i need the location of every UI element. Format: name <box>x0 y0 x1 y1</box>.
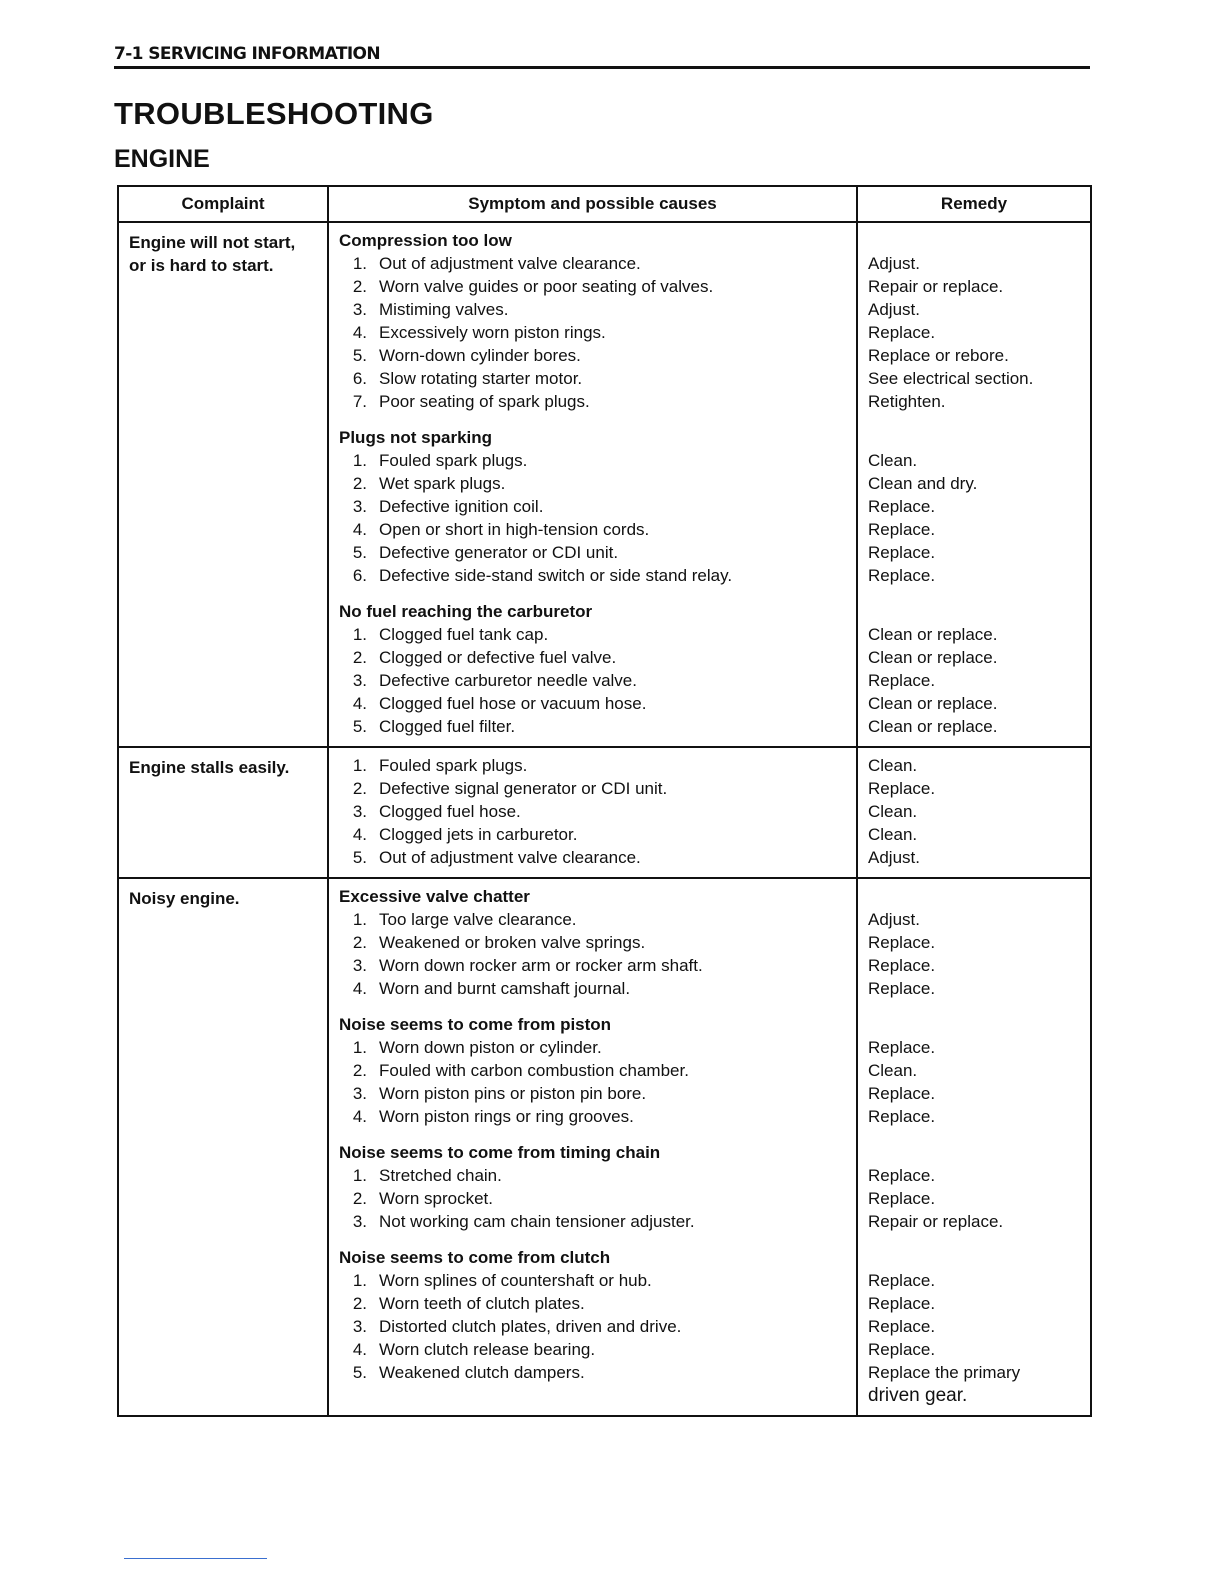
cause-item-text: Defective side-stand switch or side stand relay. <box>379 566 733 585</box>
cause-item-number: 4. <box>352 825 367 844</box>
cause-item-text: Out of adjustment valve clearance. <box>379 848 641 867</box>
cause-item-text: Clogged or defective fuel valve. <box>379 648 617 667</box>
cause-item-number: 4. <box>352 1340 367 1359</box>
cause-item-text: Weakened clutch dampers. <box>379 1363 585 1382</box>
remedy-group <box>868 1141 1090 1233</box>
remedy-item: Clean. <box>868 756 918 775</box>
cause-item-number: 1. <box>352 910 367 929</box>
header-rule <box>114 66 1090 69</box>
remedy-item: Clean and dry. <box>868 474 978 493</box>
cause-item-text: Wet spark plugs. <box>379 474 506 493</box>
cause-item-text: Worn piston rings or ring grooves. <box>379 1107 634 1126</box>
remedy-item: Clean. <box>868 802 918 821</box>
cause-group-heading: Noise seems to come from clutch <box>339 1248 611 1267</box>
remedy-item: Replace. <box>868 543 936 562</box>
cause-item-text: Clogged fuel hose or vacuum hose. <box>379 694 647 713</box>
cause-item <box>339 1361 856 1384</box>
cause-item <box>339 298 856 321</box>
remedy-item: Replace. <box>868 1317 936 1336</box>
cause-item-number: 1. <box>352 1271 367 1290</box>
cause-item-number: 2. <box>352 1189 367 1208</box>
section-header: 7-1 SERVICING INFORMATION <box>114 44 381 64</box>
remedy-cell <box>857 878 1091 1416</box>
remedy-item: Replace. <box>868 671 936 690</box>
remedy-item: Replace. <box>868 1107 936 1126</box>
page-title: TROUBLESHOOTING <box>114 96 434 131</box>
remedy-item: Clean. <box>868 825 918 844</box>
complaint-text: Engine will not start, <box>129 233 296 252</box>
remedy-item: See electrical section. <box>868 369 1034 388</box>
remedy-item: Adjust. <box>868 910 920 929</box>
footer-rule <box>124 1558 267 1559</box>
cause-item-number: 1. <box>352 254 367 273</box>
cause-item <box>339 1315 856 1338</box>
remedy-spacer <box>868 885 1090 908</box>
remedy-spacer <box>868 229 1090 252</box>
column-header-complaint: Complaint <box>118 186 328 222</box>
cause-item <box>339 977 856 1000</box>
cause-group <box>339 229 856 413</box>
column-header-remedy: Remedy <box>857 186 1091 222</box>
remedy-spacer <box>868 1013 1090 1036</box>
cause-item <box>339 954 856 977</box>
cause-item <box>339 1082 856 1105</box>
remedy-item: Replace. <box>868 956 936 975</box>
cause-group-heading: Noise seems to come from timing chain <box>339 1143 661 1162</box>
cause-item-number: 2. <box>352 277 367 296</box>
cause-item-number: 3. <box>352 1084 367 1103</box>
cause-item-text: Defective signal generator or CDI unit. <box>379 779 668 798</box>
remedy-item: Adjust. <box>868 300 920 319</box>
remedy-group <box>868 1013 1090 1128</box>
cause-item-number: 3. <box>352 671 367 690</box>
cause-group <box>339 600 856 738</box>
cause-group-heading: Noise seems to come from piston <box>339 1015 612 1034</box>
remedy-group <box>868 1246 1090 1407</box>
complaint-cell <box>118 222 328 747</box>
remedy-item: Replace. <box>868 979 936 998</box>
remedy-group <box>868 754 1090 869</box>
cause-item-number: 4. <box>352 979 367 998</box>
remedy-item: Replace. <box>868 1038 936 1057</box>
cause-item <box>339 344 856 367</box>
cause-item <box>339 1164 856 1187</box>
cause-item-number: 1. <box>352 451 367 470</box>
cause-item-number: 2. <box>352 933 367 952</box>
cause-item-number: 4. <box>352 323 367 342</box>
complaint-text: Noisy engine. <box>129 889 240 908</box>
cause-item-text: Not working cam chain tensioner adjuster. <box>379 1212 695 1231</box>
cause-item-text: Slow rotating starter motor. <box>379 369 583 388</box>
table-row <box>118 222 1091 747</box>
cause-item-text: Worn down piston or cylinder. <box>379 1038 602 1057</box>
cause-item-number: 2. <box>352 648 367 667</box>
cause-item <box>339 390 856 413</box>
cause-item <box>339 1269 856 1292</box>
remedy-item: Replace. <box>868 1189 936 1208</box>
cause-item-text: Worn down rocker arm or rocker arm shaft. <box>379 956 703 975</box>
table-header-row <box>118 186 1091 222</box>
remedy-item: Clean or replace. <box>868 717 998 736</box>
cause-item-text: Poor seating of spark plugs. <box>379 392 590 411</box>
symptom-cell <box>328 222 857 747</box>
remedy-spacer <box>868 600 1090 623</box>
cause-item-number: 2. <box>352 1061 367 1080</box>
remedy-item: Replace or rebore. <box>868 346 1009 365</box>
cause-item-text: Defective ignition coil. <box>379 497 544 516</box>
remedy-item: Replace. <box>868 1084 936 1103</box>
cause-item-number: 2. <box>352 474 367 493</box>
cause-item <box>339 777 856 800</box>
table-body <box>118 222 1091 1416</box>
cause-item <box>339 449 856 472</box>
cause-item-text: Defective carburetor needle valve. <box>379 671 637 690</box>
cause-item-number: 6. <box>352 369 367 388</box>
cause-item-text: Defective generator or CDI unit. <box>379 543 619 562</box>
cause-group <box>339 754 856 869</box>
remedy-item: Replace the primary <box>868 1363 1021 1382</box>
cause-item <box>339 1338 856 1361</box>
cause-item-number: 5. <box>352 848 367 867</box>
troubleshooting-table <box>117 185 1092 1417</box>
cause-item-number: 3. <box>352 956 367 975</box>
complaint-text: or is hard to start. <box>129 256 274 275</box>
remedy-item: Repair or replace. <box>868 1212 1004 1231</box>
cause-item-number: 7. <box>352 392 367 411</box>
cause-item-number: 3. <box>352 1212 367 1231</box>
cause-item <box>339 908 856 931</box>
cause-item <box>339 754 856 777</box>
cause-item-number: 4. <box>352 1107 367 1126</box>
cause-item-text: Distorted clutch plates, driven and drive. <box>379 1317 682 1336</box>
cause-item <box>339 823 856 846</box>
cause-item-number: 3. <box>352 1317 367 1336</box>
remedy-group <box>868 600 1090 738</box>
cause-item-text: Clogged fuel tank cap. <box>379 625 549 644</box>
table-row <box>118 878 1091 1416</box>
remedy-item: Replace. <box>868 1271 936 1290</box>
cause-item <box>339 321 856 344</box>
cause-item-text: Clogged jets in carburetor. <box>379 825 578 844</box>
cause-group <box>339 1246 856 1384</box>
cause-item <box>339 564 856 587</box>
cause-item <box>339 1059 856 1082</box>
cause-item <box>339 495 856 518</box>
remedy-spacer <box>868 426 1090 449</box>
remedy-item: Replace. <box>868 566 936 585</box>
cause-item <box>339 1105 856 1128</box>
cause-item-text: Worn valve guides or poor seating of valves. <box>379 277 714 296</box>
cause-item <box>339 1210 856 1233</box>
cause-item-text: Worn sprocket. <box>379 1189 494 1208</box>
cause-item <box>339 931 856 954</box>
cause-item-text: Worn-down cylinder bores. <box>379 346 581 365</box>
symptom-cell <box>328 878 857 1416</box>
remedy-item: Replace. <box>868 1166 936 1185</box>
cause-item <box>339 275 856 298</box>
remedy-spacer <box>868 1246 1090 1269</box>
cause-item-text: Mistiming valves. <box>379 300 509 319</box>
remedy-item: Adjust. <box>868 848 920 867</box>
cause-item-text: Weakened or broken valve springs. <box>379 933 646 952</box>
cause-item <box>339 252 856 275</box>
cause-item-number: 1. <box>352 756 367 775</box>
cause-group-heading: Compression too low <box>339 231 512 250</box>
cause-item-text: Stretched chain. <box>379 1166 502 1185</box>
cause-item <box>339 846 856 869</box>
cause-item-text: Worn clutch release bearing. <box>379 1340 596 1359</box>
remedy-item-continued: driven gear. <box>868 1385 968 1406</box>
table-row <box>118 747 1091 878</box>
remedy-item: Replace. <box>868 520 936 539</box>
cause-item-number: 3. <box>352 802 367 821</box>
remedy-item: Replace. <box>868 779 936 798</box>
cause-item-number: 5. <box>352 1363 367 1382</box>
cause-item-text: Worn teeth of clutch plates. <box>379 1294 585 1313</box>
cause-item <box>339 1292 856 1315</box>
remedy-item: Clean. <box>868 1061 918 1080</box>
cause-item-number: 5. <box>352 543 367 562</box>
section-title: ENGINE <box>114 145 210 173</box>
remedy-spacer <box>868 1141 1090 1164</box>
remedy-cell <box>857 747 1091 878</box>
cause-item-number: 2. <box>352 779 367 798</box>
cause-item <box>339 646 856 669</box>
cause-item-number: 1. <box>352 1038 367 1057</box>
cause-item <box>339 623 856 646</box>
remedy-item: Replace. <box>868 1294 936 1313</box>
cause-group <box>339 885 856 1000</box>
cause-group-heading: Excessive valve chatter <box>339 887 530 906</box>
remedy-group <box>868 426 1090 587</box>
cause-item-text: Clogged fuel hose. <box>379 802 521 821</box>
cause-group <box>339 1013 856 1128</box>
column-header-symptom: Symptom and possible causes <box>328 186 857 222</box>
cause-item-text: Open or short in high-tension cords. <box>379 520 650 539</box>
cause-item-text: Too large valve clearance. <box>379 910 577 929</box>
cause-item-number: 5. <box>352 346 367 365</box>
remedy-item: Repair or replace. <box>868 277 1004 296</box>
cause-item-text: Worn and burnt camshaft journal. <box>379 979 631 998</box>
remedy-item: Clean or replace. <box>868 625 998 644</box>
cause-item-text: Fouled spark plugs. <box>379 451 528 470</box>
remedy-item: Replace. <box>868 497 936 516</box>
cause-group <box>339 1141 856 1233</box>
cause-item <box>339 669 856 692</box>
remedy-item: Clean or replace. <box>868 694 998 713</box>
remedy-group <box>868 885 1090 1000</box>
cause-item-number: 5. <box>352 717 367 736</box>
cause-item-number: 3. <box>352 497 367 516</box>
remedy-item: Clean. <box>868 451 918 470</box>
cause-item-number: 6. <box>352 566 367 585</box>
cause-group-heading: Plugs not sparking <box>339 428 493 447</box>
complaint-text: Engine stalls easily. <box>129 758 290 777</box>
cause-item-number: 3. <box>352 300 367 319</box>
complaint-cell <box>118 878 328 1416</box>
cause-item <box>339 715 856 738</box>
cause-item-number: 4. <box>352 520 367 539</box>
cause-item <box>339 1036 856 1059</box>
remedy-item: Clean or replace. <box>868 648 998 667</box>
cause-group-heading: No fuel reaching the carburetor <box>339 602 593 621</box>
remedy-item: Replace. <box>868 1340 936 1359</box>
cause-item-text: Worn splines of countershaft or hub. <box>379 1271 652 1290</box>
cause-item-text: Out of adjustment valve clearance. <box>379 254 641 273</box>
symptom-cell <box>328 747 857 878</box>
remedy-cell <box>857 222 1091 747</box>
cause-item <box>339 367 856 390</box>
cause-item <box>339 692 856 715</box>
remedy-item: Replace. <box>868 933 936 952</box>
remedy-item: Adjust. <box>868 254 920 273</box>
cause-item <box>339 518 856 541</box>
cause-item-text: Worn piston pins or piston pin bore. <box>379 1084 647 1103</box>
cause-item-number: 1. <box>352 1166 367 1185</box>
complaint-cell <box>118 747 328 878</box>
cause-item-number: 1. <box>352 625 367 644</box>
cause-item-number: 4. <box>352 694 367 713</box>
cause-item <box>339 472 856 495</box>
cause-item-text: Excessively worn piston rings. <box>379 323 606 342</box>
cause-item <box>339 800 856 823</box>
cause-group <box>339 426 856 587</box>
cause-item <box>339 541 856 564</box>
cause-item <box>339 1187 856 1210</box>
remedy-item: Retighten. <box>868 392 946 411</box>
cause-item-number: 2. <box>352 1294 367 1313</box>
remedy-item: Replace. <box>868 323 936 342</box>
cause-item-text: Fouled with carbon combustion chamber. <box>379 1061 689 1080</box>
cause-item-text: Clogged fuel filter. <box>379 717 516 736</box>
cause-item-text: Fouled spark plugs. <box>379 756 528 775</box>
remedy-group <box>868 229 1090 413</box>
